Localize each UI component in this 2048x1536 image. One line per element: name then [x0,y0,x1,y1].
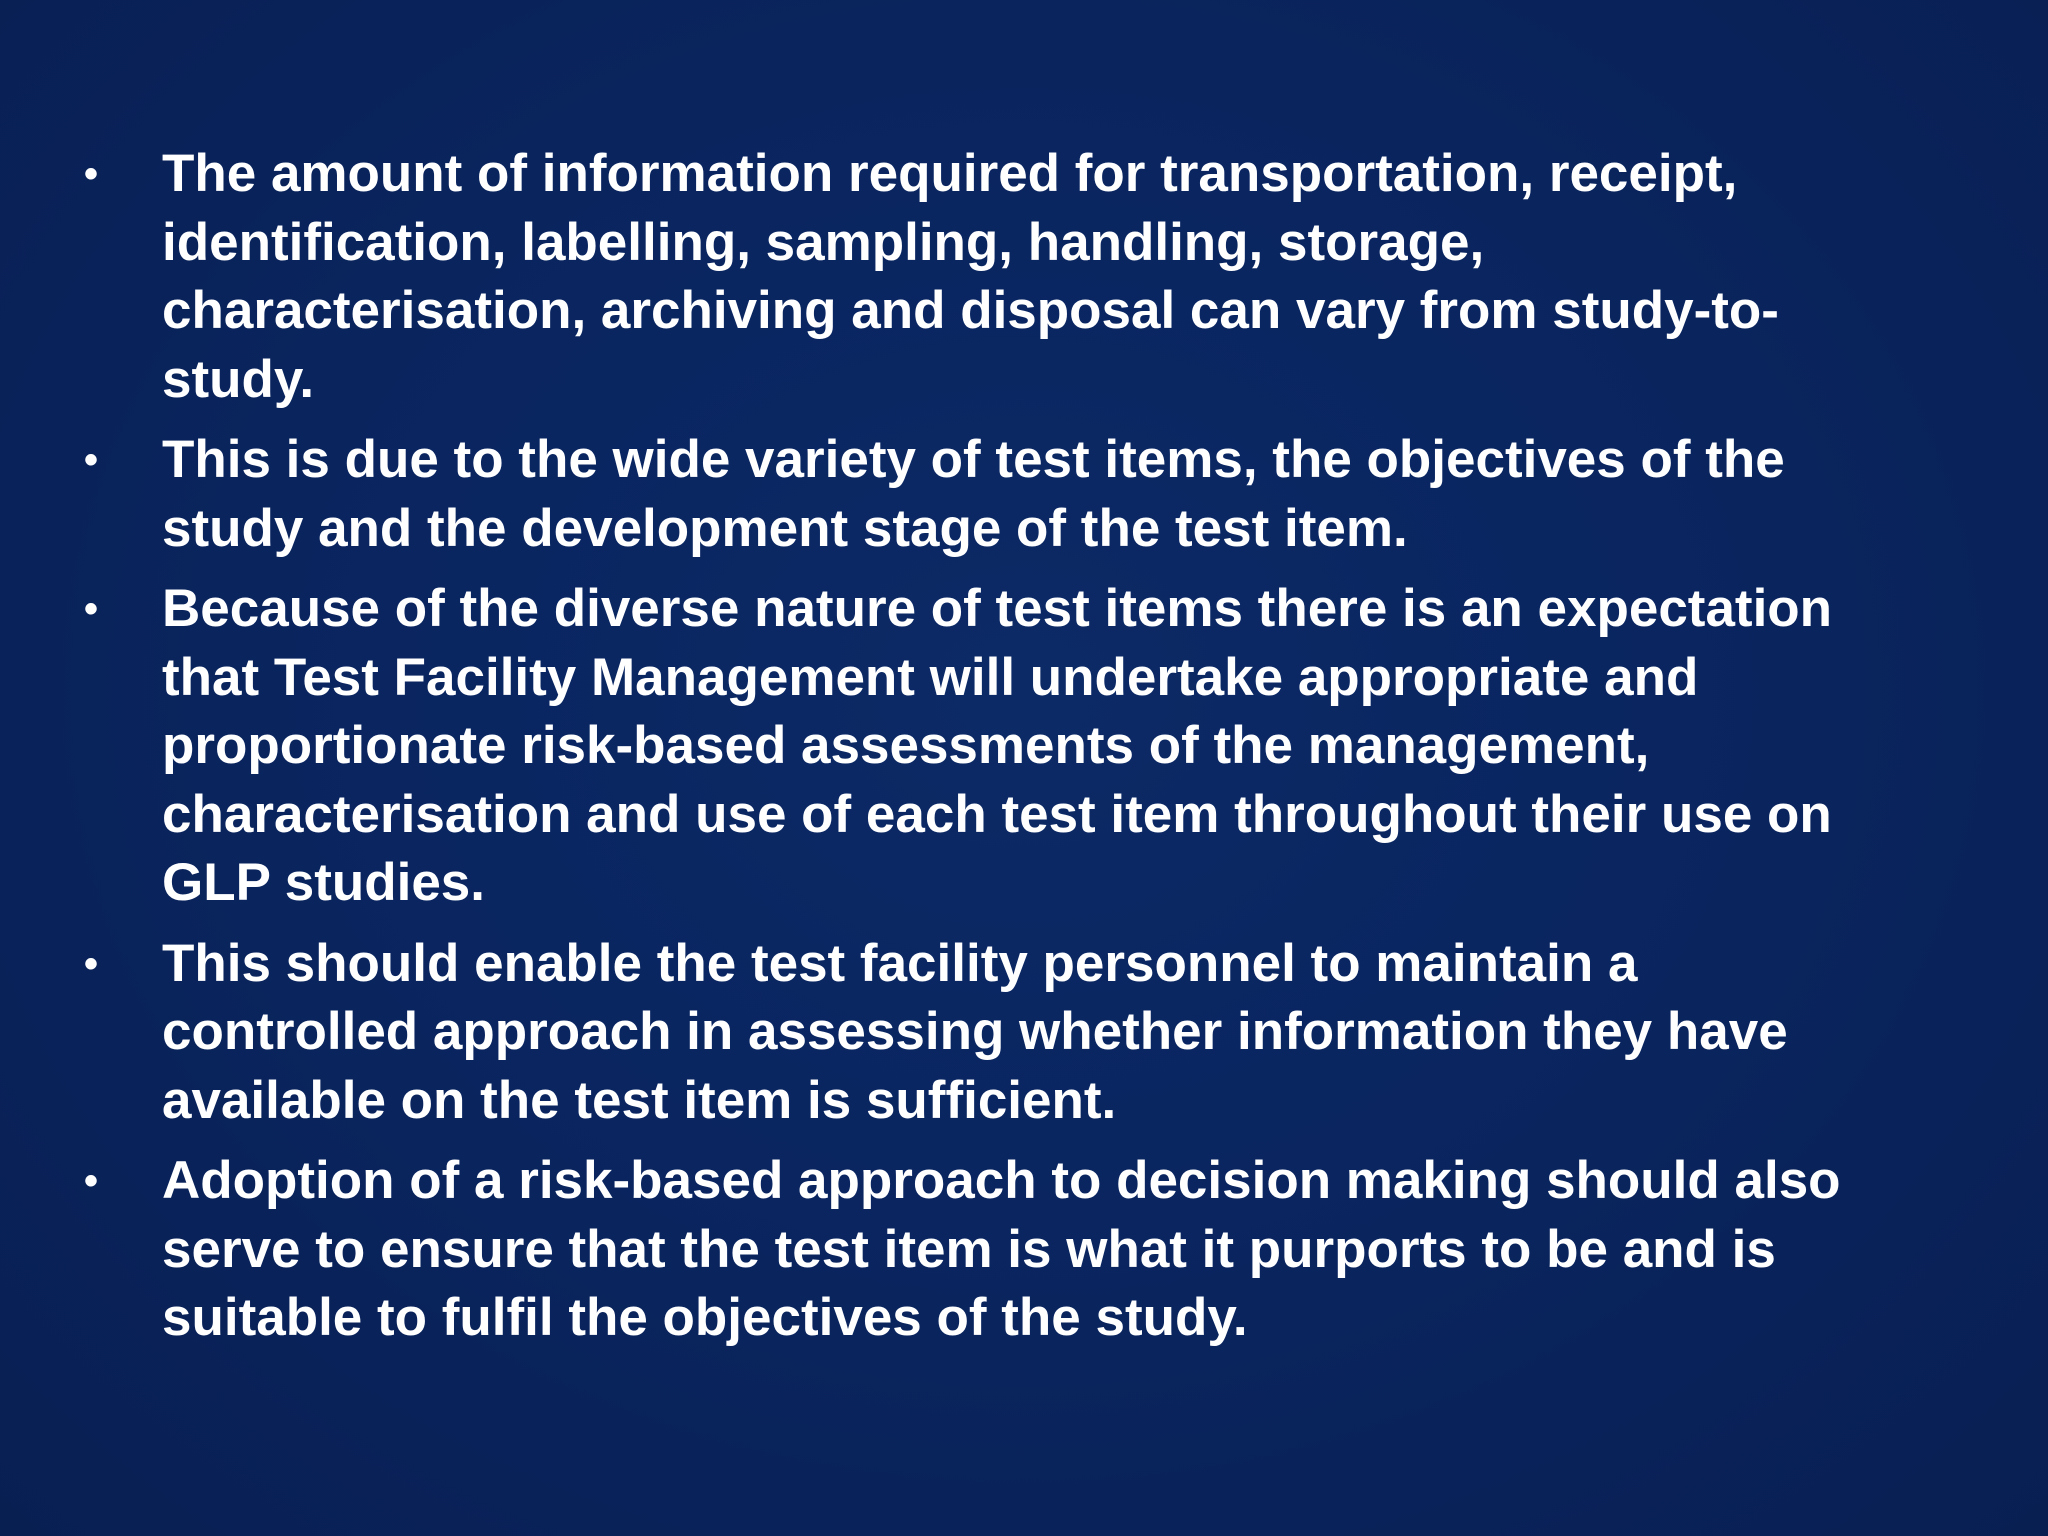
bullet-text-line: characterisation, archiving and disposal can vary from study-to- [162,281,1779,340]
bullet-text-line: controlled approach in assessing whether information they have [162,1002,1788,1061]
bullet-item-4 [84,930,2004,1136]
bullet-text-line: study. [162,349,315,409]
bullet-text-line: suitable to fulfil the objectives of the study. [162,1288,1248,1347]
bullet-item-1 [84,140,2004,414]
bullet-text-line: Because of the diverse nature of test items there is an expectation [162,579,1833,638]
bullet-text-line: available on the test item is sufficient. [162,1070,1117,1130]
bullet-list [84,140,2004,1365]
bullet-text-line: study and the development stage of the test item. [162,498,1408,558]
bullet-text-line: characterisation and use of each test item throughout their use on [162,784,1832,844]
bullet-text-line: This should enable the test facility personnel to maintain a [162,933,1638,993]
bullet-text-line: proportionate risk-based assessments of the management, [162,716,1650,775]
bullet-text-line: The amount of information required for transportation, receipt, [162,144,1738,203]
bullet-text-line: identification, labelling, sampling, handling, storage, [162,212,1485,272]
bullet-icon: • [84,941,99,986]
bullet-text-line: GLP studies. [162,853,485,912]
bullet-item-5 [84,1147,2004,1353]
bullet-item-2 [84,426,2004,563]
bullet-icon: • [84,438,99,482]
bullet-text-line: Adoption of a risk-based approach to decision making should also [162,1151,1841,1210]
bullet-text-line: that Test Facility Management will undertake appropriate and [162,647,1699,707]
bullet-text-line: serve to ensure that the test item is what it purports to be and is [162,1219,1776,1279]
bullet-text-line: This is due to the wide variety of test items, the objectives of the [162,430,1785,489]
bullet-icon: • [84,1159,99,1203]
bullet-item-3 [84,575,2004,918]
bullet-icon: • [84,587,99,631]
bullet-icon: • [84,152,99,196]
